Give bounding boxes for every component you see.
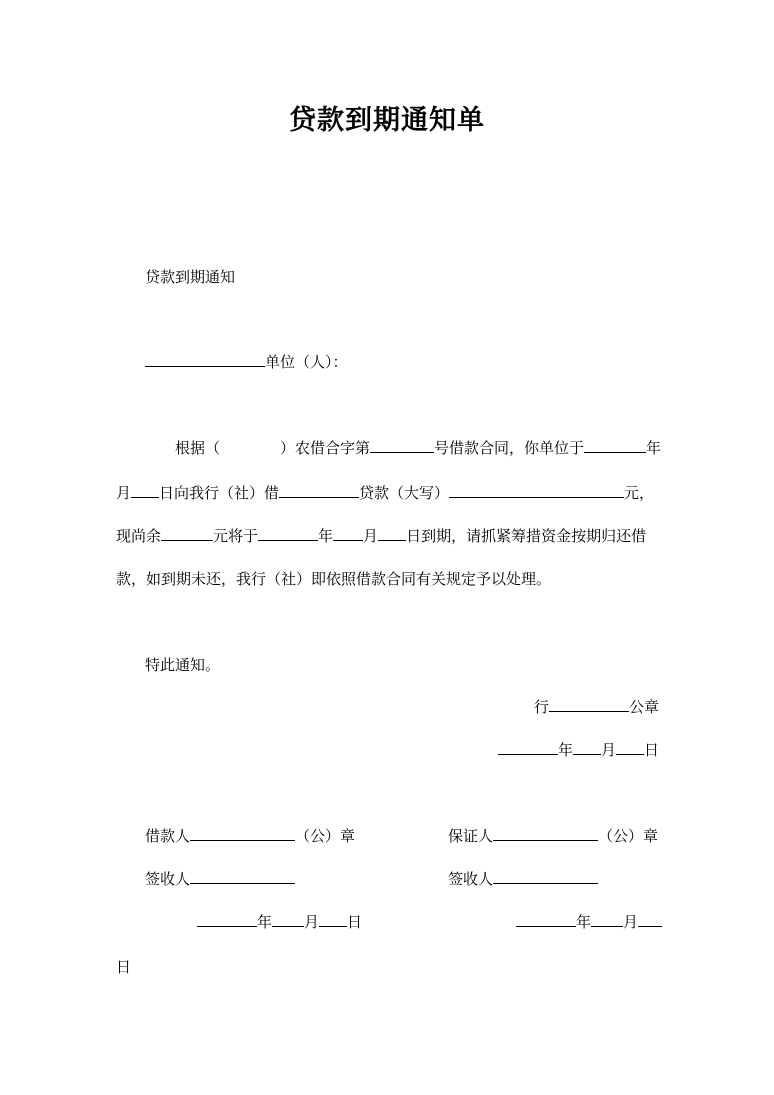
day-label: 日 bbox=[347, 913, 363, 931]
borrower-day-blank[interactable] bbox=[319, 912, 347, 927]
document-title: 贷款到期通知单 bbox=[289, 105, 485, 136]
addressee-blank[interactable] bbox=[145, 352, 265, 367]
borrower-sign-label: 签收人 bbox=[145, 870, 191, 888]
guarantor-label: 保证人 bbox=[448, 827, 494, 845]
guarantor-date-line bbox=[516, 911, 662, 933]
body-text: 根据（ bbox=[175, 439, 221, 457]
body-text: 年 bbox=[318, 527, 334, 545]
body-text: 元， bbox=[624, 484, 655, 502]
month-label: 月 bbox=[304, 913, 320, 931]
borrower-sign-blank[interactable] bbox=[190, 869, 295, 884]
borrower-line bbox=[145, 825, 355, 847]
addressee-line bbox=[145, 351, 348, 373]
body-text: 号借款合同，你单位于 bbox=[434, 439, 585, 457]
loan-year-blank[interactable] bbox=[584, 438, 646, 453]
notice-date-line bbox=[498, 739, 659, 761]
guarantor-line bbox=[448, 825, 658, 847]
body-line-1 bbox=[175, 437, 661, 459]
borrower-month-blank[interactable] bbox=[272, 912, 304, 927]
due-day-blank[interactable] bbox=[378, 526, 406, 541]
borrower-year-blank[interactable] bbox=[197, 912, 257, 927]
body-text: 月 bbox=[363, 527, 379, 545]
body-text: 现尚余 bbox=[116, 527, 162, 545]
body-text: 月 bbox=[116, 484, 132, 502]
guarantor-year-blank[interactable] bbox=[516, 912, 576, 927]
borrower-date-line bbox=[197, 911, 362, 933]
year-label: 年 bbox=[576, 913, 592, 931]
guarantor-seal: （公）章 bbox=[598, 827, 659, 845]
year-label: 年 bbox=[557, 741, 573, 759]
loan-type-blank[interactable] bbox=[279, 483, 359, 498]
body-text: 日到期，请抓紧筹措资金按期归还借 bbox=[406, 527, 647, 545]
contract-number-blank[interactable] bbox=[370, 438, 434, 453]
notice-heading: 贷款到期通知 bbox=[145, 268, 236, 286]
guarantor-month-blank[interactable] bbox=[591, 912, 623, 927]
guarantor-day-label: 日 bbox=[116, 958, 132, 976]
due-year-blank[interactable] bbox=[258, 526, 318, 541]
remaining-amount-blank[interactable] bbox=[161, 526, 213, 541]
guarantor-name-blank[interactable] bbox=[493, 826, 598, 841]
borrower-label: 借款人 bbox=[145, 827, 191, 845]
notice-year-blank[interactable] bbox=[498, 740, 558, 755]
year-label: 年 bbox=[257, 913, 273, 931]
body-text: 年 bbox=[646, 439, 662, 457]
bank-seal-suffix: 公章 bbox=[628, 698, 659, 716]
notice-closing: 特此通知。 bbox=[145, 656, 221, 674]
guarantor-sign-label: 签收人 bbox=[448, 870, 494, 888]
body-line-3 bbox=[116, 525, 646, 547]
month-label: 月 bbox=[600, 741, 616, 759]
body-line-4: 款，如到期未还，我行（社）即依照借款合同有关规定予以处理。 bbox=[116, 570, 552, 588]
guarantor-sign-blank[interactable] bbox=[493, 869, 598, 884]
body-text: 贷款（大写） bbox=[359, 484, 450, 502]
month-label: 月 bbox=[623, 913, 639, 931]
borrower-seal: （公）章 bbox=[295, 827, 356, 845]
bank-seal-line bbox=[534, 696, 659, 718]
bank-name-blank[interactable] bbox=[549, 697, 629, 712]
addressee-suffix: 单位（人）： bbox=[265, 353, 348, 371]
guarantor-day-blank[interactable] bbox=[638, 912, 662, 927]
body-text: 元将于 bbox=[213, 527, 259, 545]
notice-month-blank[interactable] bbox=[573, 740, 601, 755]
bank-prefix: 行 bbox=[533, 698, 549, 716]
day-label: 日 bbox=[643, 741, 659, 759]
borrower-name-blank[interactable] bbox=[190, 826, 295, 841]
body-text: 日向我行（社）借 bbox=[159, 484, 280, 502]
notice-day-blank[interactable] bbox=[616, 740, 644, 755]
body-line-2 bbox=[116, 482, 654, 504]
due-month-blank[interactable] bbox=[333, 526, 363, 541]
guarantor-sign-line bbox=[448, 868, 598, 890]
loan-amount-blank[interactable] bbox=[449, 483, 624, 498]
loan-month-blank[interactable] bbox=[131, 483, 159, 498]
borrower-sign-line bbox=[145, 868, 295, 890]
body-text: ）农借合字第 bbox=[280, 439, 371, 457]
